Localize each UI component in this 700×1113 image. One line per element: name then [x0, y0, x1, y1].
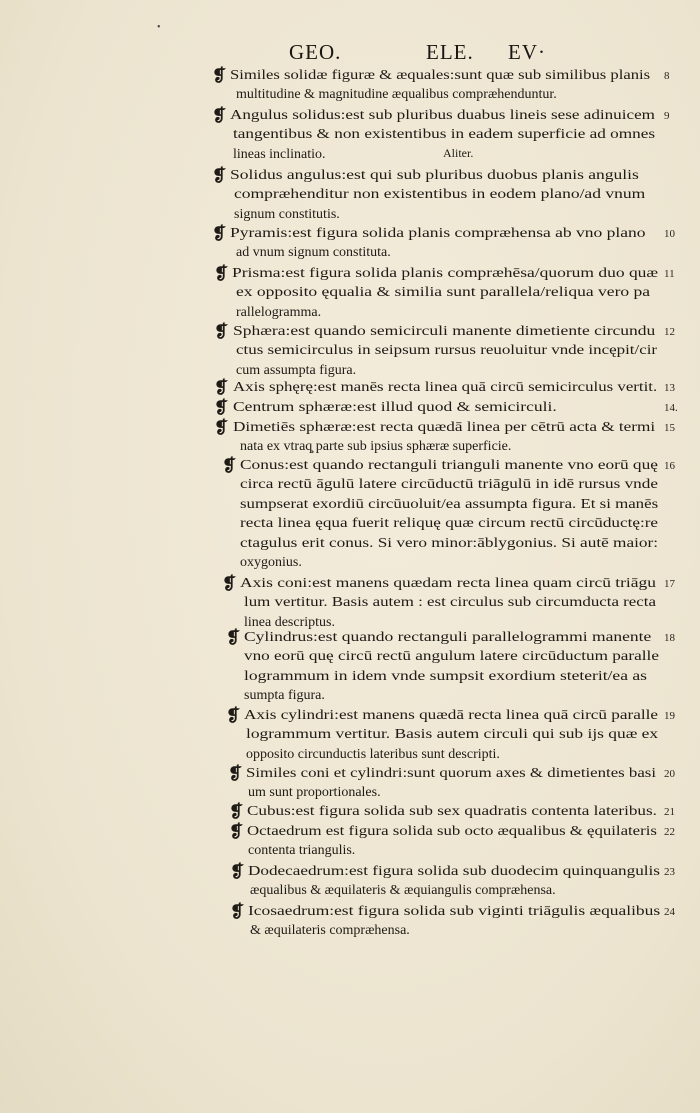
definition-line: & æquilateris compræhensa. [250, 923, 410, 939]
definition-line: Prisma:est figura solida planis compræhēsa/quorum duo quæ [232, 266, 659, 281]
definition-line: compræhenditur non existentibus in eodem plano/ad vnum [234, 187, 646, 203]
definition-line: sumpserat exordiū circūuoluit/ea assumpta figura. Et si manēs [240, 496, 659, 512]
pilcrow-icon: ❡ [228, 764, 243, 783]
pilcrow-icon: ❡ [212, 224, 227, 243]
pilcrow-icon: ❡ [212, 166, 227, 185]
definition-line: Dimetiēs sphæræ:est recta quædā linea per cētrū acta & termi [233, 420, 656, 435]
definition-line: opposito circunductis lateribus sunt descripti. [246, 746, 500, 762]
header-ele: ELE. [426, 40, 474, 64]
definition-line: lineas inclinatio. [233, 146, 326, 162]
definition-number: 8 [664, 70, 670, 82]
definition-line: Cubus:est figura solida sub sex quadratis contenta lateribus. [247, 804, 657, 819]
definition-number: 15 [664, 422, 675, 434]
definition-line: multitudine & magnitudine æqualibus compræhenduntur. [236, 87, 557, 103]
definition-line: Axis cylindri:est manens quædā recta linea quā circū paralle [244, 708, 659, 723]
definition-line: nata ex vtraq̧ parte sub ipsius sphæræ superficie. [240, 439, 512, 455]
definition-line: circa rectū āgulū latere circūductū triāgulū in idē rursus vnde [240, 477, 658, 493]
definition-line: Centrum sphæræ:est illud quod & semicirculi. [233, 400, 557, 415]
definition-number: 9 [664, 110, 670, 122]
definition-line: signum constitutis. [234, 206, 340, 222]
pilcrow-icon: ❡ [229, 822, 244, 841]
pilcrow-icon: ❡ [222, 574, 237, 593]
definition-line: Cylindrus:est quando rectanguli parallelogrammi manente [244, 630, 652, 645]
pilcrow-icon: ❡ [229, 802, 244, 821]
pilcrow-icon: ❡ [226, 706, 241, 725]
definition-number: 23 [664, 866, 675, 878]
definition-number: 16 [664, 460, 675, 472]
definition-number: 21 [664, 806, 675, 818]
definition-line: Angulus solidus:est sub pluribus duabus lineis sese adinuicem [230, 108, 655, 123]
header-geo: GEO. [289, 40, 342, 64]
definition-line: Pyramis:est figura solida planis compræhensa ab vno plano [230, 226, 646, 241]
definition-number: 24 [664, 906, 675, 918]
definition-number: 12 [664, 326, 675, 338]
definition-line: Similes solidæ figuræ & æquales:sunt quæ sub similibus planis [230, 68, 651, 83]
definition-line: Dodecaedrum:est figura solida sub duodecim quinquangulis [248, 864, 661, 879]
pilcrow-icon: ❡ [212, 66, 227, 85]
margin-mark: • [157, 22, 161, 33]
definition-line: recta linea ęqua fuerit reliquę quæ circum rectū circūductę:re [240, 516, 659, 532]
definition-number: 18 [664, 632, 675, 644]
definition-line: Axis coni:est manens quædam recta linea quam circū triāgu [240, 576, 656, 591]
definition-line: ad vnum signum constituta. [236, 245, 391, 261]
pilcrow-icon: ❡ [214, 398, 229, 417]
definition-number: 11 [664, 268, 675, 280]
pilcrow-icon: ❡ [226, 628, 241, 647]
definition-line: logrammum in idem vnde sumpsit exordium steterit/ea as [244, 668, 647, 684]
definition-number: 13 [664, 382, 675, 394]
definition-line: linea descriptus. [244, 614, 335, 630]
pilcrow-icon: ❡ [212, 106, 227, 125]
pilcrow-icon: ❡ [214, 418, 229, 437]
definition-line: vno eorū quę circū rectū angulum latere circūductum paralle [244, 649, 659, 665]
definition-line: Icosaedrum:est figura solida sub viginti triāgulis æqualibus [248, 904, 661, 919]
header-ev: EV· [508, 40, 546, 64]
definition-line: rallelogramma. [236, 304, 322, 320]
definition-number: 10 [664, 228, 675, 240]
pilcrow-icon: ❡ [230, 862, 245, 881]
definition-line: tangentibus & non existentibus in eadem superficie ad omnes [233, 127, 656, 143]
definition-line: lum vertitur. Basis autem : est circulus sub circumducta recta [244, 595, 657, 611]
pilcrow-icon: ❡ [214, 378, 229, 397]
pilcrow-icon: ❡ [230, 902, 245, 921]
definition-line: sumpta figura. [244, 688, 325, 704]
definition-number: 22 [664, 826, 675, 838]
definition-line: æqualibus & æquilateris & æquiangulis compræhensa. [250, 883, 556, 899]
definition-number: 17 [664, 578, 675, 590]
definition-number: 20 [664, 768, 675, 780]
definition-line: Similes coni et cylindri:sunt quorum axes & dimetientes basi [246, 766, 657, 781]
definition-line: ex opposito ęqualia & similia sunt parallela/reliqua vero pa [236, 285, 651, 301]
definition-line: um sunt proportionales. [248, 785, 381, 801]
definition-number: 14. [664, 402, 678, 414]
pilcrow-icon: ❡ [214, 264, 229, 283]
definition-line: ctus semicirculus in seipsum rursus reuoluitur vnde incępit/cir [236, 343, 658, 359]
definition-line: ctagulus erit conus. Si vero minor:āblygonius. Si autē maior: [240, 535, 659, 551]
definition-line: contenta triangulis. [248, 843, 356, 859]
definition-line: Octaedrum est figura solida sub octo æqualibus & ęquilateris [247, 824, 657, 839]
pilcrow-icon: ❡ [214, 322, 229, 341]
pilcrow-icon: ❡ [222, 456, 237, 475]
definition-line: Sphæra:est quando semicirculi manente dimetiente circundu [233, 324, 656, 339]
definition-number: 19 [664, 710, 675, 722]
definition-line: Solidus angulus:est qui sub pluribus duobus planis angulis [230, 168, 639, 183]
definition-line: oxygonius. [240, 555, 302, 570]
definition-line: Axis sphęrę:est manēs recta linea quā circū semicirculus vertit. [233, 380, 658, 395]
definition-line: cum assumpta figura. [236, 362, 357, 378]
definition-line: logrammum vertitur. Basis autem circuli qui sub ijs quæ ex [246, 727, 659, 743]
definition-line: Conus:est quando rectanguli trianguli manente vno eorū quę [240, 458, 658, 473]
aliter-note: Aliter. [443, 146, 474, 160]
